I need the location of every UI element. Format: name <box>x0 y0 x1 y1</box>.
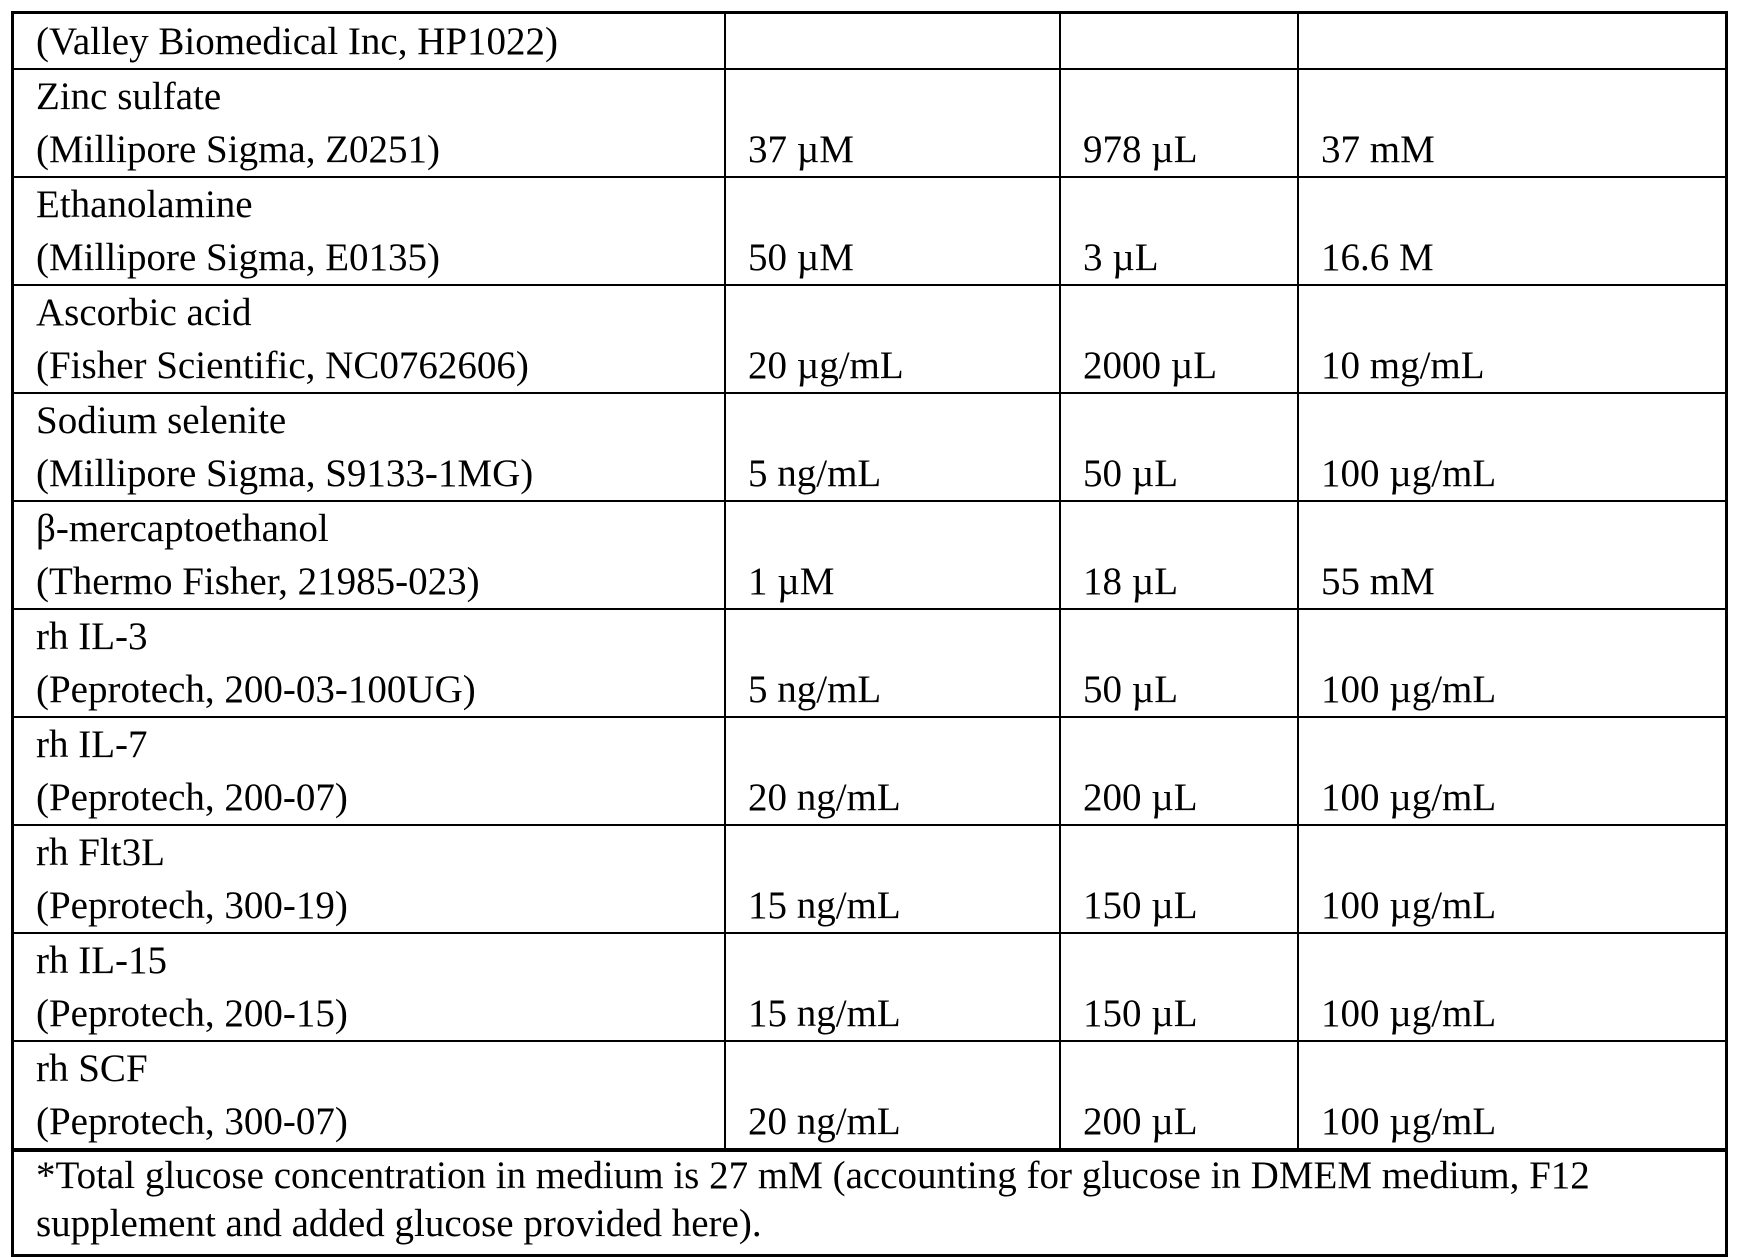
reagent-cell <box>13 177 726 285</box>
table-row <box>13 933 1727 1041</box>
volume-cell: 200 µL <box>1060 1041 1298 1150</box>
table-row <box>13 13 1727 70</box>
final-concentration-cell: 15 ng/mL <box>725 933 1060 1041</box>
final-concentration-cell: 20 ng/mL <box>725 717 1060 825</box>
volume-cell: 150 µL <box>1060 825 1298 933</box>
reagent-cell <box>13 1041 726 1150</box>
reagent-source: (Peprotech, 200-03-100UG) <box>36 663 724 716</box>
reagent-name: rh Flt3L <box>36 826 724 879</box>
table-row <box>13 393 1727 501</box>
volume-cell <box>1060 13 1298 70</box>
stock-concentration-cell: 100 µg/mL <box>1298 609 1727 717</box>
reagent-source: (Millipore Sigma, E0135) <box>36 231 724 284</box>
volume-cell: 3 µL <box>1060 177 1298 285</box>
stock-concentration-cell: 100 µg/mL <box>1298 825 1727 933</box>
reagent-name: Zinc sulfate <box>36 70 724 123</box>
reagent-cell <box>13 933 726 1041</box>
reagent-cell <box>13 609 726 717</box>
stock-concentration-cell: 37 mM <box>1298 69 1727 177</box>
reagent-source: (Peprotech, 300-19) <box>36 879 724 932</box>
stock-concentration-cell: 55 mM <box>1298 501 1727 609</box>
final-concentration-cell: 50 µM <box>725 177 1060 285</box>
table-row <box>13 69 1727 177</box>
volume-cell: 978 µL <box>1060 69 1298 177</box>
reagent-cell <box>13 825 726 933</box>
reagent-name: Ethanolamine <box>36 178 724 231</box>
reagent-cell <box>13 285 726 393</box>
final-concentration-cell: 15 ng/mL <box>725 825 1060 933</box>
reagent-source: (Fisher Scientific, NC0762606) <box>36 339 724 392</box>
reagent-cell: (Valley Biomedical Inc, HP1022) <box>13 13 726 70</box>
volume-cell: 150 µL <box>1060 933 1298 1041</box>
reagent-name: rh IL-15 <box>36 934 724 987</box>
reagent-name: β-mercaptoethanol <box>36 502 724 555</box>
reagent-name: rh SCF <box>36 1042 724 1095</box>
footnote: *Total glucose concentration in medium is 27 mM (accounting for glucose in DMEM medium, F12 supplement and added glucose provided here). <box>13 1150 1727 1256</box>
stock-concentration-cell <box>1298 13 1727 70</box>
footnote-row <box>13 1150 1727 1256</box>
reagent-table <box>11 11 1728 1257</box>
table-row <box>13 501 1727 609</box>
volume-cell: 50 µL <box>1060 393 1298 501</box>
stock-concentration-cell: 100 µg/mL <box>1298 1041 1727 1150</box>
reagent-name: Sodium selenite <box>36 394 724 447</box>
reagent-name: rh IL-3 <box>36 610 724 663</box>
reagent-cell <box>13 69 726 177</box>
reagent-name: rh IL-7 <box>36 718 724 771</box>
table-row <box>13 285 1727 393</box>
final-concentration-cell <box>725 13 1060 70</box>
stock-concentration-cell: 10 mg/mL <box>1298 285 1727 393</box>
table-row <box>13 717 1727 825</box>
volume-cell: 2000 µL <box>1060 285 1298 393</box>
final-concentration-cell: 5 ng/mL <box>725 393 1060 501</box>
reagent-name: Ascorbic acid <box>36 286 724 339</box>
final-concentration-cell: 20 µg/mL <box>725 285 1060 393</box>
reagent-cell <box>13 717 726 825</box>
volume-cell: 200 µL <box>1060 717 1298 825</box>
stock-concentration-cell: 100 µg/mL <box>1298 933 1727 1041</box>
reagent-source: (Millipore Sigma, Z0251) <box>36 123 724 176</box>
stock-concentration-cell: 16.6 M <box>1298 177 1727 285</box>
final-concentration-cell: 1 µM <box>725 501 1060 609</box>
reagent-source: (Peprotech, 200-07) <box>36 771 724 824</box>
reagent-cell <box>13 501 726 609</box>
final-concentration-cell: 5 ng/mL <box>725 609 1060 717</box>
reagent-cell <box>13 393 726 501</box>
table-row <box>13 609 1727 717</box>
final-concentration-cell: 20 ng/mL <box>725 1041 1060 1150</box>
table-row <box>13 1041 1727 1150</box>
reagent-source: (Peprotech, 300-07) <box>36 1095 724 1148</box>
reagent-source: (Peprotech, 200-15) <box>36 987 724 1040</box>
final-concentration-cell: 37 µM <box>725 69 1060 177</box>
volume-cell: 18 µL <box>1060 501 1298 609</box>
reagent-source: (Thermo Fisher, 21985-023) <box>36 555 724 608</box>
stock-concentration-cell: 100 µg/mL <box>1298 393 1727 501</box>
reagent-source: (Millipore Sigma, S9133-1MG) <box>36 447 724 500</box>
table-row <box>13 177 1727 285</box>
stock-concentration-cell: 100 µg/mL <box>1298 717 1727 825</box>
volume-cell: 50 µL <box>1060 609 1298 717</box>
table-row <box>13 825 1727 933</box>
